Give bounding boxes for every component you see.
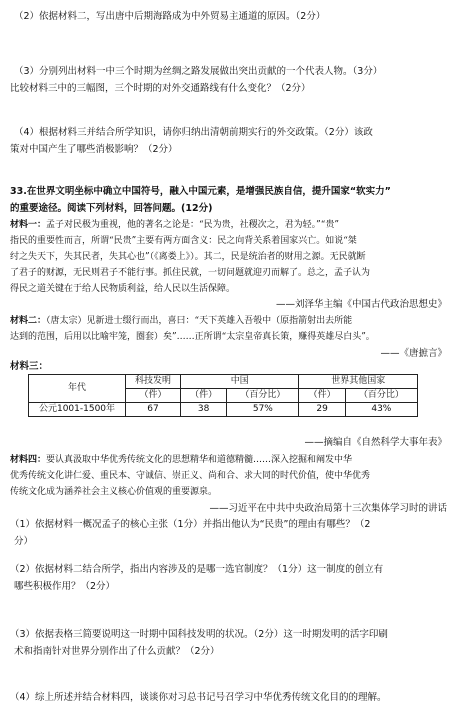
material-4-text: 要认真汲取中华优秀传统文化的思想精华和道德精髓……深入挖掘和阐发中华	[46, 455, 353, 465]
material-2-line-1	[10, 313, 447, 329]
cell-era: 公元1001-1500年	[29, 403, 126, 417]
sub-question-2-line-1: （2）依据材料二结合所学，指出内容涉及的是哪一选官制度？（1分）这一制度的创立有	[10, 564, 384, 575]
material-4-source: ——习近平在中共中央政治局第十三次集体学习时的讲话	[209, 503, 447, 514]
sub-question-1-line-1: （1）依据材料一概况孟子的核心主张（1分）并指出他认为“民贵”的理由有哪些？（2	[10, 519, 371, 530]
material-4-line-2: 优秀传统文化讲仁爱、重民本、守诚信、崇正义、尚和合、求大同的时代价值，使中华优秀	[10, 471, 371, 481]
material-3-label: 材料三：	[10, 361, 49, 372]
header-era: 年代	[29, 375, 126, 403]
cell-china-count: 38	[181, 403, 227, 417]
material-1-line-1	[10, 217, 447, 233]
question-3-line-2: 比较材料三中的三幅图，三个时期的对外交通路线有什么变化？（2分）	[10, 83, 311, 94]
cell-world-count: 29	[299, 403, 345, 417]
material-2-label: 材料二：	[10, 316, 47, 326]
material-1-source: ——刘泽华主编《中国古代政治思想史》	[275, 299, 447, 310]
question-33-stem-line-2: 的重要途径。阅读下列材料，回答问题。(12分)	[10, 203, 213, 214]
table-row	[29, 403, 418, 417]
material-1-label: 材料一：	[10, 220, 47, 230]
material-3-source: ——摘编自《自然科学大事年表》	[304, 437, 447, 448]
material-4-line-1	[10, 452, 447, 468]
material-1-line-5: 得民之道关键在于给人民物质利益，给人民以生活保障。	[10, 284, 236, 294]
question-3-line-1: （3）分别列出材料一中三个时期为丝绸之路发展做出突出贡献的一个代表人物。（3分）	[14, 66, 383, 77]
material-1-line-3: 纣之失天下，失其民者，失其心也”（《离娄上》）。其二，民是统治者的财用之源。无民就断	[10, 252, 366, 262]
subheader-china-unit: （件）	[181, 389, 227, 403]
material-3-table	[28, 374, 418, 417]
material-1-line-2: 指民的重要性而言，所谓“民贵”主要有两方面含义：民之向背关系着国家兴亡。如说“桀	[10, 236, 357, 246]
question-4-line-1: （4）根据材料三并结合所学知识，请你归纳出清朝前期实行的外交政策。（2分）该政	[14, 127, 373, 138]
material-2-source: ——《唐摭言》	[380, 348, 447, 359]
sub-question-3-line-2: 术和指南针对世界分别作出了什么贡献？（2分）	[14, 646, 220, 657]
header-tech: 科技发明	[126, 375, 181, 389]
cell-china-pct: 57%	[227, 403, 299, 417]
cell-world-pct: 43%	[345, 403, 417, 417]
sub-question-4: （4）综上所述并结合材料四，谈谈你对习总书记号召学习中华优秀传统文化目的的理解。	[10, 692, 387, 703]
header-china: 中国	[181, 375, 299, 389]
question-33-stem-line-1: 33.在世界文明坐标中确立中国符号，融入中国元素，是增强民族自信，提升国家“软实力”	[10, 186, 391, 197]
material-1-text: 孟子对民极为重视，他的著名之论是：“民为贵，社稷次之，君为轻。”“贵”	[46, 220, 339, 230]
material-1-line-4: 了君子的财源，无民则君子不能行事。抓住民就，一切问题就迎刃而解了。总之，孟子认为	[10, 268, 371, 278]
sub-question-2-line-2: 哪些积极作用？（2分）	[14, 581, 116, 592]
subheader-world-pct: （百分比）	[345, 389, 417, 403]
question-4-line-2: 策对中国产生了哪些消极影响？（2分）	[10, 144, 178, 155]
table-header-row	[29, 375, 418, 389]
subheader-tech-unit: （件）	[126, 389, 181, 403]
material-2-line-2: 达到的范围，后用以比喻牢笼，圈套）矣”……正所谓“太宗皇帝真长策，赚得英雄尽白头”。	[10, 332, 375, 342]
material-4-line-3: 传统文化成为涵养社会主义核心价值观的重要源泉。	[10, 487, 218, 497]
sub-question-3-line-1: （3）依据表格三简要说明这一时期中国科技发明的状况。（2分）这一时期发明的活字印刷	[10, 629, 388, 640]
cell-tech: 67	[126, 403, 181, 417]
sub-question-1-line-2: 分）	[14, 536, 34, 547]
material-2-text: （唐太宗）见新进士缀行而出，喜曰：“天下英雄入吾彀中（原指箭射出去所能	[46, 316, 353, 326]
header-world: 世界其他国家	[299, 375, 418, 389]
question-2: （2）依据材料二，写出唐中后期海路成为中外贸易主通道的原因。（2分）	[14, 11, 326, 22]
subheader-world-unit: （件）	[299, 389, 345, 403]
subheader-china-pct: （百分比）	[227, 389, 299, 403]
material-4-label: 材料四：	[10, 455, 47, 465]
